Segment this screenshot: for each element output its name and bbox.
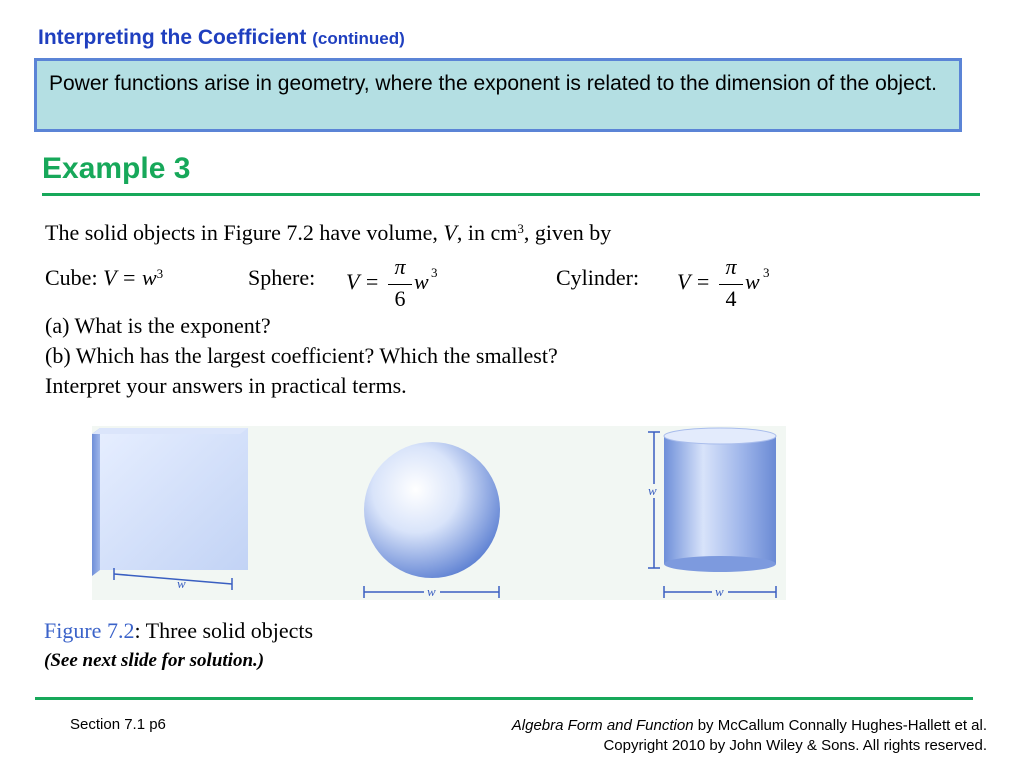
- cylinder-height-w-label: w: [648, 483, 657, 498]
- problem-text-c: , given by: [523, 220, 612, 245]
- slide-title-suffix: (continued): [312, 29, 405, 48]
- question-b: (b) Which has the largest coefficient? Which the smallest?: [45, 343, 558, 368]
- footer-copyright: Copyright 2010 by John Wiley & Sons. All rights reserved.: [603, 737, 987, 754]
- cylinder-fraction-bar: [719, 284, 743, 285]
- sphere-label: Sphere:: [248, 265, 316, 290]
- figure-illustration: [92, 426, 786, 600]
- question-a: (a) What is the exponent?: [45, 313, 271, 338]
- footer-credits-line1: [512, 716, 987, 736]
- footer-book-title: Algebra Form and Function: [511, 717, 694, 734]
- figure-7-2: [92, 426, 786, 600]
- sphere-shape: [364, 442, 500, 598]
- footer-authors: by McCallum Connally Hughes-Hallett et al.: [693, 717, 987, 734]
- sphere-denominator: 6: [394, 286, 406, 311]
- cube-formula: [45, 265, 163, 291]
- sphere-w: w: [414, 269, 429, 294]
- figure-caption-text: : Three solid objects: [134, 618, 314, 643]
- cube-expression: V = w: [103, 265, 157, 290]
- figure-caption-label: Figure 7.2: [44, 618, 135, 643]
- cylinder-label: Cylinder:: [556, 265, 640, 290]
- problem-exp: 3: [517, 221, 524, 236]
- cylinder-w: w: [745, 269, 760, 294]
- footer-section: Section 7.1 p6: [70, 716, 166, 733]
- cylinder-shape: [646, 428, 776, 598]
- footer-credits: [512, 716, 987, 756]
- intro-text: Power functions arise in geometry, where the exponent is related to the dimension of the object.: [49, 72, 937, 95]
- cylinder-w-label: w: [715, 584, 724, 599]
- cylinder-exp: 3: [763, 265, 770, 280]
- problem-text-a: The solid objects in Figure 7.2 have volume,: [45, 220, 438, 245]
- sphere-v-eq: V =: [346, 269, 380, 294]
- sphere-w-label: w: [427, 584, 436, 599]
- sphere-fraction-bar: [388, 284, 412, 285]
- cube-label: Cube:: [45, 265, 98, 290]
- cube-w-label: w: [177, 576, 186, 591]
- question-c: Interpret your answers in practical terms.: [45, 373, 407, 398]
- slide-title-text: Interpreting the Coefficient: [38, 26, 307, 49]
- intro-box: [34, 58, 962, 132]
- cube-shape: [92, 428, 248, 590]
- figure-caption: [44, 618, 313, 644]
- example-heading: Example 3: [42, 152, 191, 185]
- problem-text-b: , in cm: [456, 220, 518, 245]
- divider-bottom: [35, 697, 973, 700]
- problem-var-v: V: [443, 220, 457, 245]
- cylinder-pi: π: [725, 254, 737, 279]
- slide-title: [38, 26, 405, 50]
- divider-top: [42, 193, 980, 196]
- cube-exp: 3: [156, 266, 164, 281]
- problem-statement: [45, 220, 611, 246]
- sphere-pi: π: [394, 254, 406, 279]
- solution-note: (See next slide for solution.): [44, 650, 265, 671]
- sphere-exp: 3: [431, 265, 438, 280]
- cylinder-denominator: 4: [725, 286, 737, 311]
- cylinder-v-eq: V =: [677, 269, 711, 294]
